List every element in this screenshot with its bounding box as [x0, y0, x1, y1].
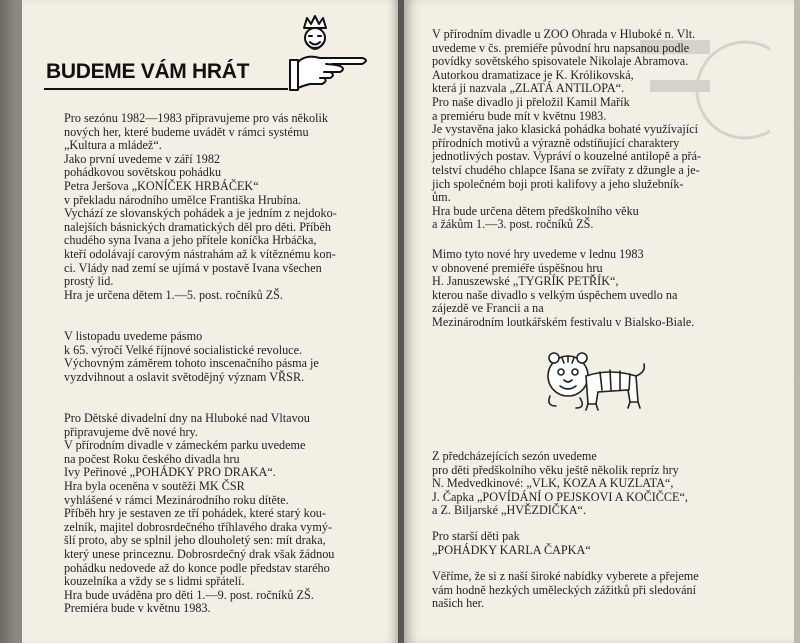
king-hand-pointing-icon	[280, 14, 380, 94]
right-paragraph-closing: Věříme, že si z naší široké nabídky vyberete a přejeme vám hodně hezkých uměleckých zážitků při sledování našich her.	[432, 569, 699, 611]
page-heading	[44, 58, 312, 88]
right-paragraph-repertoire: Z předcházejících sezón uvedeme pro děti předškolního věku ještě několik repríz hry N. Medvedkinové: „VLK, KOZA A KUZLATA“, J. Čapka „POVÍDÁNÍ O PEJSKOVI A KOČIČCE“, a Z. Biljarské „HVĚZDIČKA“.	[432, 449, 688, 518]
left-paragraph-intro: Pro sezónu 1982—1983 připravujeme pro vás několik nových her, které budeme uvádět v rámci systému „Kultura a mládež“. Jako první uvedeme v září 1982 pohádkovou sovětskou pohádku Petra Jeršova „KONÍČEK HRBÁČEK“ v překladu národního umělce Františka Hrubína. Vychází ze slovanských pohádek a je jedním z nejdoko- nalejších básnických dramatických děl pro děti. Příběh chudého syna Ivana a jeho přítele koníčka Hrbáčka, kteří odolávají carovým nástrahám až k vítěznému kon- ci. Vlády nad zemí se ujímá v postavě Ivana všechen prostý lid. Hra je určena dětem 1.—5. post. ročníků ZŠ.	[64, 111, 337, 302]
right-paragraph-capek: Pro starší děti pak „POHÁDKY KARLA ČAPKA“	[432, 529, 591, 557]
tiger-icon	[540, 346, 650, 426]
left-paragraph-divadelni-dny: Pro Dětské divadelní dny na Hluboké nad Vltavou připravujeme dvě nové hry. V přírodním divadle v zámeckém parku uvedeme na počest Roku českého divadla hru Ivy Peřinové „POHÁDKY PRO DRAKA“. Hra byla oceněna v soutěži MK ČSR vyhlášené v rámci Mezinárodního roku dítěte. Příběh hry je sestaven ze tří pohádek, které starý kou- zelník, majitel dobrosrdečného tříhlavého draka vymý- šlí proto, aby se splnil jeho dlouholetý sen: mít draka, který unese princeznu. Dobrosrdečný drak však žádnou pohádku nedovede až do konce podle představ starého kouzelníka a vždy se s lidmi spřátelí. Hra bude uváděna pro děti 1.—9. post. ročníků ZŠ. Premiéra bude v květnu 1983.	[64, 411, 335, 616]
left-paragraph-november: V listopadu uvedeme pásmo k 65. výročí Velké říjnové socialistické revoluce. Výchovným záměrem tohoto inscenačního pásma je vyzdvihnout a oslavit světodějný význam VŘSR.	[64, 329, 319, 384]
right-paragraph-tygrik: Mimo tyto nové hry uvedeme v lednu 1983 v obnovené premiéře úspěšnou hru H. Januszewské „TYGRÍK PETŘÍK“, kterou naše divadlo s velkým úspěchem uvedlo na zájezdě ve Francii a na Mezinárodním loutkářském festivalu v Bialsko-Biale.	[432, 247, 695, 329]
right-paragraph-zoo: V přírodním divadle u ZOO Ohrada v Hluboké n. Vlt. uvedeme v čs. premiéře původní hru napsanou podle povídky sovětského spisovatele Nikolaje Abramova. Autorkou dramatizace je K. Królikovská, která ji nazvala „ZLATÁ ANTILOPA“. Pro naše divadlo ji přeložil Kamil Mařík a premiéru bude mít v květnu 1983. Je vystavěna jako klasická pohádka bohaté využívající přírodních motivů a výrazně odstíňující charaktery jednotlivých postav. Vypráví o kouzelné antilopě a přá- telství chudého chlapce Išana se zvířaty z džungle a je- jich společném boji proti kalifovy a jeho služebník- ům. Hra bude určena dětem předškolního věku a žákům 1.—3. post. ročníků ZŠ.	[432, 27, 702, 232]
heading-title: BUDEME VÁM HRÁT	[46, 60, 250, 83]
heading-rule	[44, 88, 288, 90]
